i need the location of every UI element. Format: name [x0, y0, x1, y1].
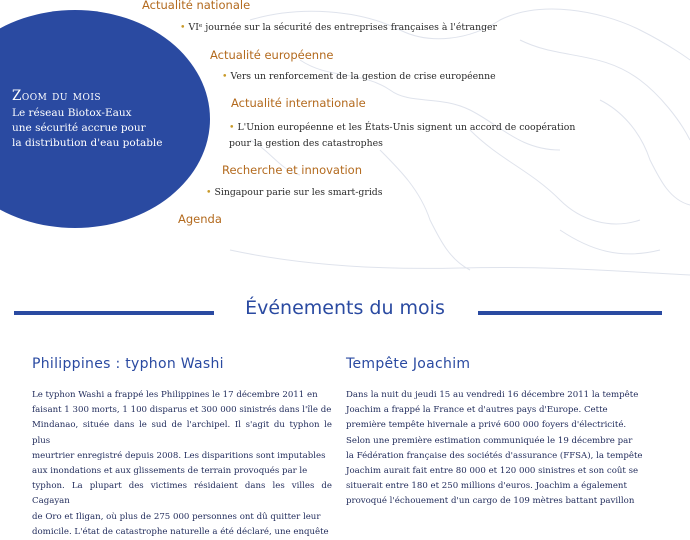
article-line: meurtrier enregistré depuis 2008. Les disparitions sont imputables	[32, 450, 326, 461]
bullet-icon: •	[180, 22, 186, 33]
article-line: Selon une première estimation communiquée le 19 décembre par	[346, 435, 633, 446]
article-line: de Oro et Iligan, où plus de 275 000 personnes ont dû quitter leur	[32, 511, 321, 522]
section-heading-research[interactable]: Recherche et innovation	[222, 163, 362, 177]
events-banner-title: Événements du mois	[0, 297, 690, 319]
section-heading-europe[interactable]: Actualité européenne	[210, 48, 334, 62]
news-item-link[interactable]: • L'Union européenne et les États-Unis signent un accord de coopération	[229, 122, 576, 133]
article-line: domicile. L'état de catastrophe naturelle a été déclaré, une enquête	[32, 526, 329, 537]
zoom-line: la distribution d'eau potable	[12, 137, 163, 149]
section-heading-national[interactable]: Actualité nationale	[142, 0, 251, 12]
article-line: Mindanao, située dans le sud de l'archipel. Il s'agit du typhon le plus	[32, 420, 332, 446]
zoom-feature[interactable]	[12, 88, 202, 151]
zoom-line: une sécurité accrue pour	[12, 122, 146, 134]
zoom-line: Le réseau Biotox-Eaux	[12, 107, 132, 119]
article-title[interactable]: Philippines : typhon Washi	[32, 356, 224, 372]
article-body	[32, 388, 332, 540]
article-line: Dans la nuit du jeudi 15 au vendredi 16 décembre 2011 la tempête	[346, 390, 639, 400]
bullet-icon: •	[206, 187, 212, 198]
bullet-icon: •	[222, 71, 228, 82]
article-line: typhon. La plupart des victimes résidaient dans les villes de Cagayan	[32, 481, 332, 507]
article-line: faisant 1 300 morts, 1 100 disparus et 300 000 sinistrés dans l'île de	[32, 405, 332, 416]
article-line: aux inondations et aux glissements de terrain provoqués par le	[32, 466, 308, 477]
article-body	[346, 388, 646, 510]
bullet-icon: •	[229, 122, 235, 133]
news-item-link[interactable]: • Vers un renforcement de la gestion de crise européenne	[222, 71, 496, 82]
article-title[interactable]: Tempête Joachim	[346, 356, 471, 372]
section-heading-agenda[interactable]: Agenda	[178, 212, 222, 226]
article-line: Le typhon Washi a frappé les Philippines le 17 décembre 2011 en	[32, 390, 318, 400]
article-line: la Fédération française des sociétés d'assurance (FFSA), la tempête	[346, 450, 643, 461]
news-item-link[interactable]: • VIᵉ journée sur la sécurité des entreprises françaises à l'étranger	[180, 22, 497, 33]
zoom-title: Zoom du mois	[12, 88, 102, 104]
article-line: Joachim aurait fait entre 80 000 et 120 000 sinistres et son coût se	[346, 466, 639, 477]
article-line: provoqué l'échouement d'un cargo de 109 mètres battant pavillon	[346, 496, 635, 507]
article-line: première tempête hivernale a privé 600 000 foyers d'électricité.	[346, 420, 627, 431]
section-heading-international[interactable]: Actualité internationale	[231, 96, 366, 110]
news-item-link[interactable]: • Singapour parie sur les smart-grids	[206, 187, 383, 198]
news-item-link-continued[interactable]: pour la gestion des catastrophes	[229, 138, 383, 149]
article-line: situerait entre 180 et 250 millions d'euros. Joachim a également	[346, 481, 627, 492]
article-line: Joachim a frappé la France et d'autres pays d'Europe. Cette	[346, 405, 608, 416]
